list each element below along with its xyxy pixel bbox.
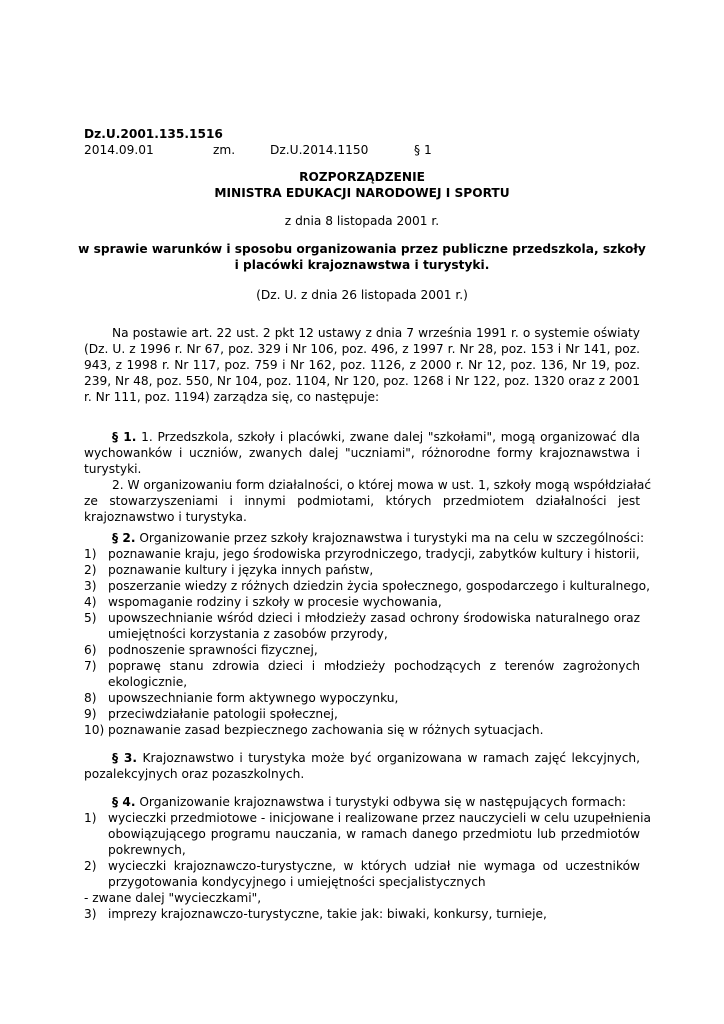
list-item-number: 7): [84, 659, 97, 673]
doc-id: Dz.U.2001.135.1516: [84, 127, 223, 141]
preamble-line: Na postawie art. 22 ust. 2 pkt 12 ustawy z dnia 7 września 1991 r. o systemie oświaty: [112, 326, 640, 340]
list-item-text: wycieczki krajoznawczo-turystyczne, w których udział nie wymaga od uczestników: [108, 859, 640, 873]
list-item-number: 2): [84, 859, 97, 873]
list-item-number: 5): [84, 611, 97, 625]
list-item-text: poznawanie kultury i języka innych państw,: [108, 563, 374, 577]
section-3-text: Krajoznawstwo i turystyka może być organizowana w ramach zajęć lekcyjnych,: [142, 751, 641, 765]
list-item-number: 9): [84, 707, 97, 721]
list-item-text: umiejętności korzystania z zasobów przyrody,: [108, 627, 388, 641]
list-item-text: poszerzanie wiedzy z różnych dziedzin życia społecznego, gospodarczego i kulturalnego,: [108, 579, 650, 593]
section-1-line: ze stowarzyszeniami i innymi podmiotami, których przedmiotem działalności jest: [84, 494, 640, 508]
list-item-text: wspomaganie rodziny i szkoły w procesie wychowania,: [108, 595, 442, 609]
amended-section: § 1: [414, 143, 432, 157]
title-date: z dnia 8 listopada 2001 r.: [284, 214, 440, 228]
section-1-mark: § 1.: [112, 430, 137, 444]
preamble-line: 943, z 1998 r. Nr 117, poz. 759 i Nr 162, poz. 1126, z 2000 r. Nr 12, poz. 136, Nr 19, poz.: [84, 358, 640, 372]
list-item-text: wycieczki przedmiotowe - inicjowane i realizowane przez nauczycieli w celu uzupełnienia: [108, 811, 651, 825]
preamble-line: 239, Nr 48, poz. 550, Nr 104, poz. 1104, Nr 120, poz. 1268 i Nr 122, poz. 1320 oraz z 2001: [84, 374, 640, 388]
list-item-number: 1): [84, 811, 97, 825]
list-item-number: 1): [84, 547, 97, 561]
section-3-mark: § 3.: [112, 751, 138, 765]
title-subject-1: w sprawie warunków i sposobu organizowania przez publiczne przedszkola, szkoły: [78, 242, 646, 256]
list-item-number: 2): [84, 563, 97, 577]
section-1-line: [84, 429, 640, 445]
section-1-line: turystyki.: [84, 462, 142, 476]
section-4-mark: § 4.: [112, 795, 136, 809]
section-2-mark: § 2.: [112, 531, 136, 545]
amendment-ref: Dz.U.2014.1150: [270, 143, 369, 157]
list-item-text: imprezy krajoznawczo-turystyczne, takie jak: biwaki, konkursy, turnieje,: [108, 907, 547, 921]
list-note: - zwane dalej "wycieczkami",: [84, 891, 262, 905]
title-subject-2: i placówki krajoznawstwa i turystyki.: [234, 258, 490, 272]
section-3: [84, 750, 640, 782]
list-item-text: poprawę stanu zdrowia dzieci i młodzieży pochodzących z terenów zagrożonych: [108, 659, 640, 673]
list-item-text: poznawanie kraju, jego środowiska przyrodniczego, tradycji, zabytków kultury i historii,: [108, 547, 640, 561]
section-1-text: 1. Przedszkola, szkoły i placówki, zwane dalej "szkołami", mogą organizować dla: [141, 430, 640, 444]
list-item-text: obowiązującego programu nauczania, w ramach danego przedmiotu lub przedmiotów: [108, 827, 640, 841]
consolidation-date: 2014.09.01: [84, 143, 154, 157]
title-line-2: MINISTRA EDUKACJI NARODOWEJ I SPORTU: [214, 186, 510, 200]
section-4-intro-text: Organizowanie krajoznawstwa i turystyki odbywa się w następujących formach:: [139, 795, 626, 809]
preamble-line: r. Nr 111, poz. 1194) zarządza się, co następuje:: [84, 390, 380, 404]
section-4-intro: [112, 794, 626, 810]
section-3-line: [84, 750, 640, 766]
section-2-intro-text: Organizowanie przez szkoły krajoznawstwa i turystyki ma na celu w szczególności:: [139, 531, 645, 545]
list-item-number: 10): [84, 723, 105, 737]
amendment-label: zm.: [213, 143, 236, 157]
list-item-text: podnoszenie sprawności fizycznej,: [108, 643, 318, 657]
section-3-line: pozalekcyjnych oraz pozaszkolnych.: [84, 767, 305, 781]
list-item-text: pokrewnych,: [108, 843, 186, 857]
preamble-line: (Dz. U. z 1996 r. Nr 67, poz. 329 i Nr 106, poz. 496, z 1997 r. Nr 28, poz. 153 i Nr 141, poz.: [84, 342, 640, 356]
section-1-line: wychowanków i uczniów, zwanych dalej "uczniami", różnorodne formy krajoznawstwa i: [84, 446, 640, 460]
journal-reference: (Dz. U. z dnia 26 listopada 2001 r.): [256, 288, 468, 302]
list-item-number: 6): [84, 643, 97, 657]
list-item-text: poznawanie zasad bezpiecznego zachowania się w różnych sytuacjach.: [108, 723, 544, 737]
list-item-number: 3): [84, 907, 97, 921]
list-item-number: 4): [84, 595, 97, 609]
title-line-1: ROZPORZĄDZENIE: [299, 170, 425, 184]
section-2-intro: [112, 530, 644, 546]
section-1-line: krajoznawstwo i turystyka.: [84, 510, 247, 524]
section-1: [84, 429, 652, 525]
preamble: [84, 325, 640, 405]
list-item-text: upowszechnianie form aktywnego wypoczynku,: [108, 691, 399, 705]
list-item-text: przygotowania kondycyjnego i umiejętności specjalistycznych: [108, 875, 486, 889]
list-item-text: przeciwdziałanie patologii społecznej,: [108, 707, 338, 721]
list-item-number: 3): [84, 579, 97, 593]
list-item-text: upowszechnianie wśród dzieci i młodzieży zasad ochrony środowiska naturalnego oraz: [108, 611, 640, 625]
list-item-text: ekologicznie,: [108, 675, 188, 689]
section-1-line: 2. W organizowaniu form działalności, o której mowa w ust. 1, szkoły mogą współdziałać: [112, 478, 652, 492]
list-item-number: 8): [84, 691, 97, 705]
